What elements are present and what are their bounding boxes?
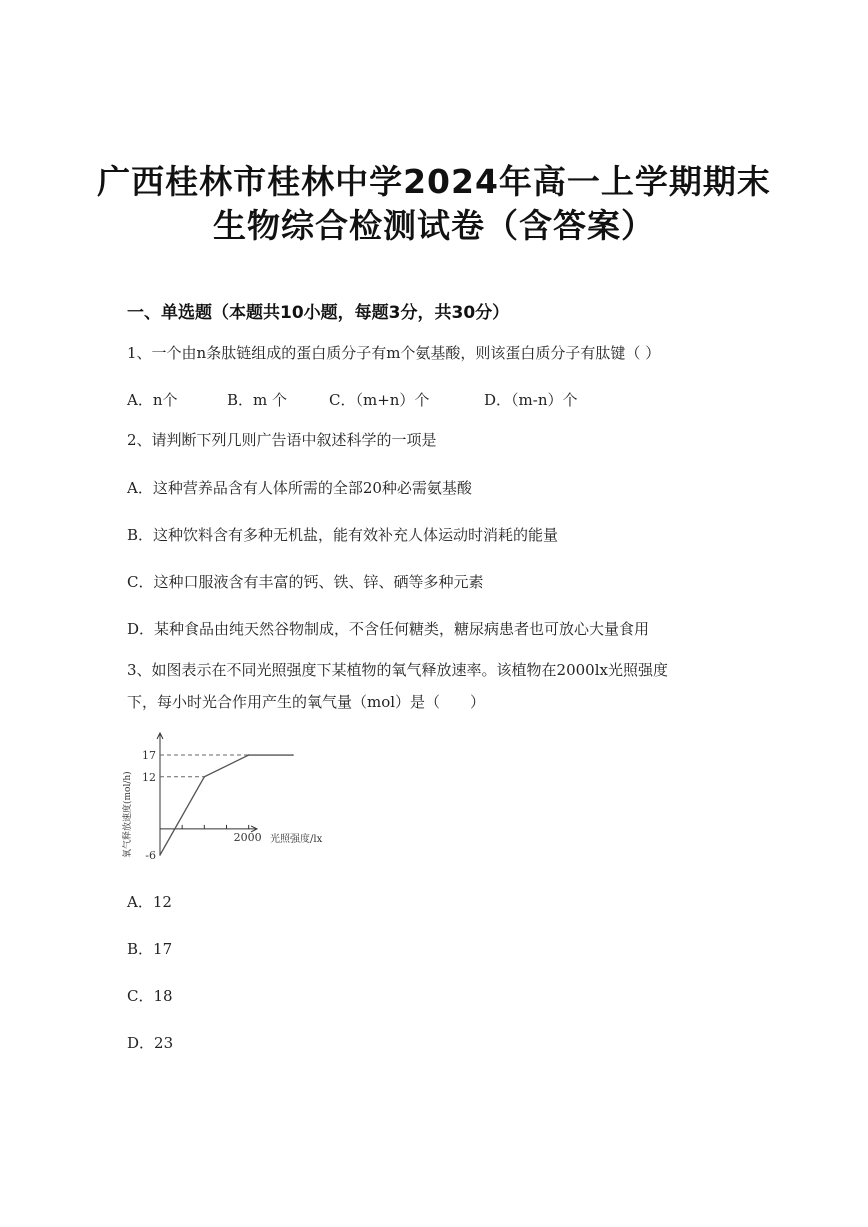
data-point [248, 754, 250, 756]
q3-stem-line1: 3、如图表示在不同光照强度下某植物的氧气释放速率。该植物在2000lx光照强度 [127, 661, 668, 679]
x-tick-label: 2000 [233, 830, 262, 844]
y-tick-label: -6 [145, 849, 156, 862]
q2-option-c: C．这种口服液含有丰富的钙、铁、锌、硒等多种元素 [127, 573, 484, 591]
y-tick-label: 17 [142, 749, 156, 763]
doc-title-line2: 生物综合检测试卷（含答案） [213, 206, 655, 245]
oxygen-release-chart [118, 730, 348, 865]
y-tick-label: 12 [142, 770, 156, 784]
q2-option-b: B．这种饮料含有多种无机盐，能有效补充人体运动时消耗的能量 [127, 526, 559, 544]
q1-stem: 1、一个由n条肽链组成的蛋白质分子有m个氨基酸，则该蛋白质分子有肽键（ ） [127, 344, 661, 362]
q1-option-d: D．（m-n）个 [484, 391, 578, 409]
q1-option-a: A．n个 [127, 391, 178, 409]
q1-option-b: B．m 个 [227, 391, 288, 409]
q3-option-b: B．17 [127, 940, 173, 958]
data-point [292, 754, 294, 756]
q3-option-a: A．12 [127, 893, 172, 911]
q3-option-c: C．18 [127, 987, 173, 1005]
q2-stem: 2、请判断下列几则广告语中叙述科学的一项是 [127, 431, 437, 449]
data-point [159, 854, 161, 856]
q2-option-d: D．某种食品由纯天然谷物制成，不含任何糖类，糖尿病患者也可放心大量食用 [127, 620, 650, 638]
doc-title-line1: 广西桂林市桂林中学2024年高一上学期期末 [97, 162, 771, 201]
q3-stem-line2: 下，每小时光合作用产生的氧气量（mol）是（ ） [127, 693, 486, 711]
data-point [204, 776, 206, 778]
q2-option-a: A．这种营养品含有人体所需的全部20种必需氨基酸 [127, 479, 472, 497]
q1-option-c: C．（m+n）个 [329, 391, 430, 409]
section-heading: 一、单选题（本题共10小题，每题3分，共30分） [127, 303, 510, 323]
q3-option-d: D．23 [127, 1034, 174, 1052]
x-axis-label: 光照强度/lx [270, 833, 323, 845]
q1-options [127, 389, 577, 410]
y-axis-label: 氧气释放速度(mol/h) [123, 771, 133, 858]
